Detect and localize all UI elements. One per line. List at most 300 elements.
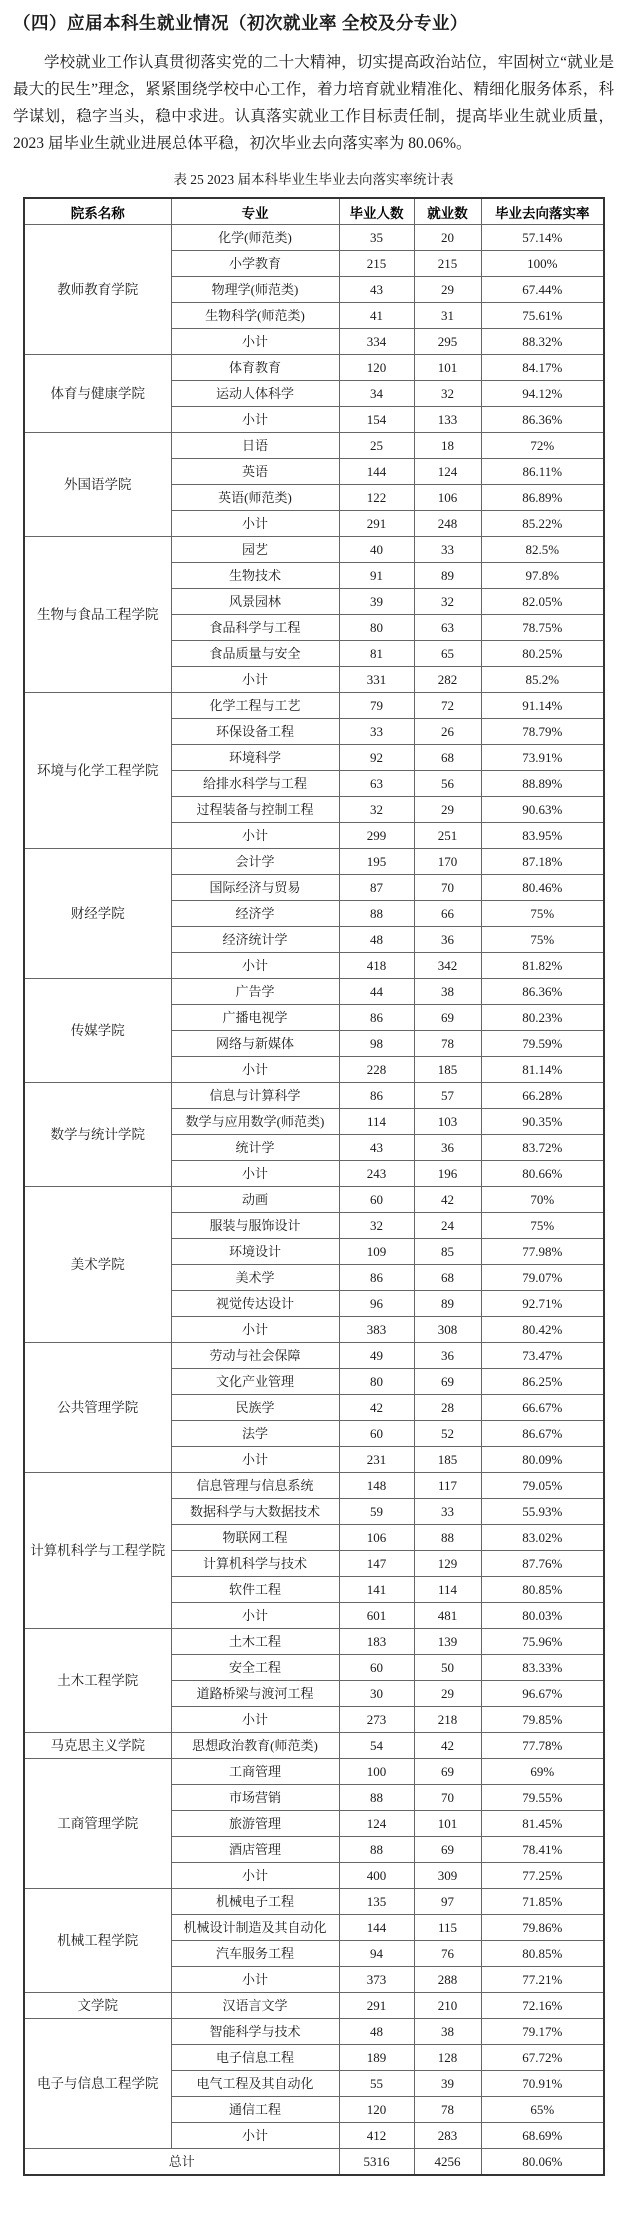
- major-cell: 生物技术: [171, 563, 339, 589]
- section-title: （四）应届本科生就业情况（初次就业率 全校及分专业）: [13, 13, 468, 33]
- major-cell: 计算机科学与技术: [171, 1551, 339, 1577]
- major-cell: 经济统计学: [171, 927, 339, 953]
- rate-cell: 80.85%: [481, 1941, 604, 1967]
- employed-cell: 481: [414, 1603, 481, 1629]
- college-name-cell: 生物与食品工程学院: [24, 537, 171, 693]
- major-cell: 小计: [171, 1707, 339, 1733]
- employed-cell: 33: [414, 1499, 481, 1525]
- graduates-cell: 383: [339, 1317, 414, 1343]
- graduates-cell: 120: [339, 355, 414, 381]
- employed-cell: 31: [414, 303, 481, 329]
- major-cell: 服装与服饰设计: [171, 1213, 339, 1239]
- employed-cell: 97: [414, 1889, 481, 1915]
- graduates-cell: 88: [339, 901, 414, 927]
- table-row: [24, 225, 604, 251]
- rate-cell: 85.2%: [481, 667, 604, 693]
- major-cell: 软件工程: [171, 1577, 339, 1603]
- major-cell: 信息管理与信息系统: [171, 1473, 339, 1499]
- college-name-cell: 公共管理学院: [24, 1343, 171, 1473]
- table-row: [24, 433, 604, 459]
- graduates-cell: 373: [339, 1967, 414, 1993]
- major-cell: 物理学(师范类): [171, 277, 339, 303]
- graduates-cell: 60: [339, 1421, 414, 1447]
- major-cell: 数学与应用数学(师范类): [171, 1109, 339, 1135]
- rate-cell: 79.59%: [481, 1031, 604, 1057]
- total-employed-cell: 4256: [414, 2149, 481, 2176]
- rate-cell: 83.33%: [481, 1655, 604, 1681]
- major-cell: 汽车服务工程: [171, 1941, 339, 1967]
- employed-cell: 101: [414, 1811, 481, 1837]
- graduates-cell: 80: [339, 1369, 414, 1395]
- graduates-cell: 291: [339, 1993, 414, 2019]
- employed-cell: 20: [414, 225, 481, 251]
- major-cell: 食品科学与工程: [171, 615, 339, 641]
- employed-cell: 29: [414, 277, 481, 303]
- major-cell: 统计学: [171, 1135, 339, 1161]
- employed-cell: 88: [414, 1525, 481, 1551]
- major-cell: 小学教育: [171, 251, 339, 277]
- graduates-cell: 54: [339, 1733, 414, 1759]
- college-name-cell: 数学与统计学院: [24, 1083, 171, 1187]
- graduates-cell: 228: [339, 1057, 414, 1083]
- employed-cell: 36: [414, 927, 481, 953]
- graduates-cell: 48: [339, 927, 414, 953]
- employed-cell: 69: [414, 1369, 481, 1395]
- graduates-cell: 79: [339, 693, 414, 719]
- employed-cell: 38: [414, 2019, 481, 2045]
- rate-cell: 94.12%: [481, 381, 604, 407]
- major-cell: 园艺: [171, 537, 339, 563]
- graduates-cell: 33: [339, 719, 414, 745]
- graduates-cell: 120: [339, 2097, 414, 2123]
- major-cell: 小计: [171, 953, 339, 979]
- graduates-cell: 55: [339, 2071, 414, 2097]
- major-cell: 国际经济与贸易: [171, 875, 339, 901]
- graduates-cell: 43: [339, 277, 414, 303]
- major-cell: 环境科学: [171, 745, 339, 771]
- graduates-cell: 94: [339, 1941, 414, 1967]
- major-cell: 小计: [171, 2123, 339, 2149]
- employed-cell: 124: [414, 459, 481, 485]
- graduates-cell: 331: [339, 667, 414, 693]
- rate-cell: 67.44%: [481, 277, 604, 303]
- college-name-cell: 体育与健康学院: [24, 355, 171, 433]
- table-row: [24, 537, 604, 563]
- major-cell: 市场营销: [171, 1785, 339, 1811]
- rate-cell: 77.98%: [481, 1239, 604, 1265]
- graduates-cell: 30: [339, 1681, 414, 1707]
- graduates-cell: 80: [339, 615, 414, 641]
- graduates-cell: 63: [339, 771, 414, 797]
- graduates-cell: 32: [339, 1213, 414, 1239]
- rate-cell: 90.35%: [481, 1109, 604, 1135]
- graduates-cell: 154: [339, 407, 414, 433]
- employed-cell: 89: [414, 1291, 481, 1317]
- graduates-cell: 601: [339, 1603, 414, 1629]
- graduates-cell: 42: [339, 1395, 414, 1421]
- graduates-cell: 43: [339, 1135, 414, 1161]
- employed-cell: 70: [414, 1785, 481, 1811]
- major-cell: 劳动与社会保障: [171, 1343, 339, 1369]
- employed-cell: 128: [414, 2045, 481, 2071]
- employed-cell: 185: [414, 1057, 481, 1083]
- employed-cell: 85: [414, 1239, 481, 1265]
- rate-cell: 79.86%: [481, 1915, 604, 1941]
- college-name-cell: 财经学院: [24, 849, 171, 979]
- rate-cell: 75%: [481, 927, 604, 953]
- rate-cell: 80.46%: [481, 875, 604, 901]
- table-row: [24, 1993, 604, 2019]
- rate-cell: 79.85%: [481, 1707, 604, 1733]
- table-row: [24, 849, 604, 875]
- major-cell: 广播电视学: [171, 1005, 339, 1031]
- table-row: [24, 2019, 604, 2045]
- col-header-college: 院系名称: [24, 198, 171, 225]
- graduates-cell: 96: [339, 1291, 414, 1317]
- employed-cell: 251: [414, 823, 481, 849]
- graduates-cell: 98: [339, 1031, 414, 1057]
- major-cell: 小计: [171, 1603, 339, 1629]
- major-cell: 过程装备与控制工程: [171, 797, 339, 823]
- major-cell: 日语: [171, 433, 339, 459]
- employed-cell: 283: [414, 2123, 481, 2149]
- rate-cell: 80.09%: [481, 1447, 604, 1473]
- employed-cell: 215: [414, 251, 481, 277]
- employed-cell: 26: [414, 719, 481, 745]
- col-header-employed: 就业数: [414, 198, 481, 225]
- college-name-cell: 机械工程学院: [24, 1889, 171, 1993]
- table-row: [24, 979, 604, 1005]
- graduates-cell: 412: [339, 2123, 414, 2149]
- employed-cell: 129: [414, 1551, 481, 1577]
- employed-cell: 72: [414, 693, 481, 719]
- college-name-cell: 计算机科学与工程学院: [24, 1473, 171, 1629]
- rate-cell: 65%: [481, 2097, 604, 2123]
- graduates-cell: 91: [339, 563, 414, 589]
- rate-cell: 79.07%: [481, 1265, 604, 1291]
- employed-cell: 32: [414, 381, 481, 407]
- college-name-cell: 教师教育学院: [24, 225, 171, 355]
- rate-cell: 73.47%: [481, 1343, 604, 1369]
- major-cell: 环保设备工程: [171, 719, 339, 745]
- major-cell: 体育教育: [171, 355, 339, 381]
- major-cell: 美术学: [171, 1265, 339, 1291]
- graduates-cell: 34: [339, 381, 414, 407]
- employed-cell: 210: [414, 1993, 481, 2019]
- rate-cell: 57.14%: [481, 225, 604, 251]
- rate-cell: 88.32%: [481, 329, 604, 355]
- employed-cell: 52: [414, 1421, 481, 1447]
- major-cell: 视觉传达设计: [171, 1291, 339, 1317]
- employed-cell: 106: [414, 485, 481, 511]
- employed-cell: 28: [414, 1395, 481, 1421]
- employed-cell: 42: [414, 1187, 481, 1213]
- graduates-cell: 273: [339, 1707, 414, 1733]
- employed-cell: 69: [414, 1759, 481, 1785]
- graduates-cell: 48: [339, 2019, 414, 2045]
- graduates-cell: 59: [339, 1499, 414, 1525]
- employed-cell: 29: [414, 797, 481, 823]
- rate-cell: 86.89%: [481, 485, 604, 511]
- employed-cell: 103: [414, 1109, 481, 1135]
- college-name-cell: 土木工程学院: [24, 1629, 171, 1733]
- graduates-cell: 231: [339, 1447, 414, 1473]
- table-total-row: [24, 2149, 604, 2176]
- major-cell: 会计学: [171, 849, 339, 875]
- major-cell: 机械设计制造及其自动化: [171, 1915, 339, 1941]
- table-row: [24, 1759, 604, 1785]
- rate-cell: 82.5%: [481, 537, 604, 563]
- major-cell: 小计: [171, 1057, 339, 1083]
- graduates-cell: 148: [339, 1473, 414, 1499]
- employed-cell: 33: [414, 537, 481, 563]
- graduates-cell: 418: [339, 953, 414, 979]
- rate-cell: 68.69%: [481, 2123, 604, 2149]
- major-cell: 物联网工程: [171, 1525, 339, 1551]
- rate-cell: 80.25%: [481, 641, 604, 667]
- rate-cell: 83.02%: [481, 1525, 604, 1551]
- intro-paragraph: 学校就业工作认真贯彻落实党的二十大精神，切实提高政治站位，牢固树立“就业是最大的民生”理念，紧紧围绕学校中心工作，着力培育就业精准化、精细化服务体系，科学谋划，稳字当头，稳中求进。认真落实就业工作目标责任制，提高毕业生就业质量，2023 届毕业生就业进展总体平稳，初次毕业去向落实率为 80.06%。: [13, 54, 614, 152]
- employment-stats-table: [23, 197, 605, 2176]
- col-header-graduates: 毕业人数: [339, 198, 414, 225]
- rate-cell: 77.78%: [481, 1733, 604, 1759]
- employed-cell: 185: [414, 1447, 481, 1473]
- employed-cell: 18: [414, 433, 481, 459]
- graduates-cell: 114: [339, 1109, 414, 1135]
- total-graduates-cell: 5316: [339, 2149, 414, 2176]
- rate-cell: 81.14%: [481, 1057, 604, 1083]
- rate-cell: 79.05%: [481, 1473, 604, 1499]
- major-cell: 英语(师范类): [171, 485, 339, 511]
- rate-cell: 78.79%: [481, 719, 604, 745]
- major-cell: 小计: [171, 823, 339, 849]
- employed-cell: 69: [414, 1005, 481, 1031]
- major-cell: 电气工程及其自动化: [171, 2071, 339, 2097]
- rate-cell: 80.66%: [481, 1161, 604, 1187]
- major-cell: 小计: [171, 1317, 339, 1343]
- graduates-cell: 135: [339, 1889, 414, 1915]
- rate-cell: 71.85%: [481, 1889, 604, 1915]
- college-name-cell: 美术学院: [24, 1187, 171, 1343]
- graduates-cell: 88: [339, 1785, 414, 1811]
- employed-cell: 24: [414, 1213, 481, 1239]
- rate-cell: 97.8%: [481, 563, 604, 589]
- employed-cell: 101: [414, 355, 481, 381]
- rate-cell: 80.85%: [481, 1577, 604, 1603]
- employed-cell: 133: [414, 407, 481, 433]
- rate-cell: 86.67%: [481, 1421, 604, 1447]
- rate-cell: 78.75%: [481, 615, 604, 641]
- graduates-cell: 334: [339, 329, 414, 355]
- college-name-cell: 电子与信息工程学院: [24, 2019, 171, 2149]
- graduates-cell: 92: [339, 745, 414, 771]
- employed-cell: 63: [414, 615, 481, 641]
- major-cell: 环境设计: [171, 1239, 339, 1265]
- graduates-cell: 44: [339, 979, 414, 1005]
- major-cell: 小计: [171, 407, 339, 433]
- graduates-cell: 299: [339, 823, 414, 849]
- rate-cell: 70%: [481, 1187, 604, 1213]
- college-name-cell: 环境与化学工程学院: [24, 693, 171, 849]
- table-row: [24, 1889, 604, 1915]
- graduates-cell: 215: [339, 251, 414, 277]
- employed-cell: 308: [414, 1317, 481, 1343]
- rate-cell: 91.14%: [481, 693, 604, 719]
- employed-cell: 309: [414, 1863, 481, 1889]
- rate-cell: 83.95%: [481, 823, 604, 849]
- major-cell: 旅游管理: [171, 1811, 339, 1837]
- college-name-cell: 工商管理学院: [24, 1759, 171, 1889]
- employed-cell: 68: [414, 745, 481, 771]
- rate-cell: 82.05%: [481, 589, 604, 615]
- employed-cell: 36: [414, 1135, 481, 1161]
- graduates-cell: 25: [339, 433, 414, 459]
- employed-cell: 38: [414, 979, 481, 1005]
- rate-cell: 70.91%: [481, 2071, 604, 2097]
- major-cell: 土木工程: [171, 1629, 339, 1655]
- employed-cell: 70: [414, 875, 481, 901]
- rate-cell: 87.76%: [481, 1551, 604, 1577]
- graduates-cell: 124: [339, 1811, 414, 1837]
- rate-cell: 79.55%: [481, 1785, 604, 1811]
- graduates-cell: 60: [339, 1655, 414, 1681]
- major-cell: 文化产业管理: [171, 1369, 339, 1395]
- rate-cell: 86.11%: [481, 459, 604, 485]
- major-cell: 小计: [171, 329, 339, 355]
- graduates-cell: 86: [339, 1265, 414, 1291]
- rate-cell: 67.72%: [481, 2045, 604, 2071]
- graduates-cell: 109: [339, 1239, 414, 1265]
- employed-cell: 32: [414, 589, 481, 615]
- rate-cell: 72.16%: [481, 1993, 604, 2019]
- rate-cell: 80.03%: [481, 1603, 604, 1629]
- major-cell: 机械电子工程: [171, 1889, 339, 1915]
- graduates-cell: 39: [339, 589, 414, 615]
- graduates-cell: 100: [339, 1759, 414, 1785]
- employed-cell: 248: [414, 511, 481, 537]
- rate-cell: 81.45%: [481, 1811, 604, 1837]
- table-body: [24, 225, 604, 2176]
- college-name-cell: 传媒学院: [24, 979, 171, 1083]
- major-cell: 小计: [171, 511, 339, 537]
- employed-cell: 78: [414, 1031, 481, 1057]
- major-cell: 法学: [171, 1421, 339, 1447]
- employed-cell: 218: [414, 1707, 481, 1733]
- graduates-cell: 35: [339, 225, 414, 251]
- col-header-rate: 毕业去向落实率: [481, 198, 604, 225]
- rate-cell: 84.17%: [481, 355, 604, 381]
- major-cell: 小计: [171, 1161, 339, 1187]
- graduates-cell: 40: [339, 537, 414, 563]
- graduates-cell: 86: [339, 1005, 414, 1031]
- major-cell: 经济学: [171, 901, 339, 927]
- employed-cell: 114: [414, 1577, 481, 1603]
- major-cell: 道路桥梁与渡河工程: [171, 1681, 339, 1707]
- graduates-cell: 144: [339, 1915, 414, 1941]
- table-row: [24, 1083, 604, 1109]
- employed-cell: 78: [414, 2097, 481, 2123]
- graduates-cell: 144: [339, 459, 414, 485]
- major-cell: 小计: [171, 667, 339, 693]
- rate-cell: 72%: [481, 433, 604, 459]
- major-cell: 风景园林: [171, 589, 339, 615]
- rate-cell: 80.23%: [481, 1005, 604, 1031]
- rate-cell: 55.93%: [481, 1499, 604, 1525]
- rate-cell: 100%: [481, 251, 604, 277]
- table-row: [24, 355, 604, 381]
- employed-cell: 295: [414, 329, 481, 355]
- employed-cell: 196: [414, 1161, 481, 1187]
- employed-cell: 115: [414, 1915, 481, 1941]
- college-name-cell: 外国语学院: [24, 433, 171, 537]
- graduates-cell: 147: [339, 1551, 414, 1577]
- employed-cell: 170: [414, 849, 481, 875]
- rate-cell: 86.36%: [481, 407, 604, 433]
- major-cell: 食品质量与安全: [171, 641, 339, 667]
- rate-cell: 88.89%: [481, 771, 604, 797]
- table-row: [24, 1733, 604, 1759]
- employed-cell: 57: [414, 1083, 481, 1109]
- graduates-cell: 106: [339, 1525, 414, 1551]
- rate-cell: 86.25%: [481, 1369, 604, 1395]
- major-cell: 给排水科学与工程: [171, 771, 339, 797]
- rate-cell: 80.42%: [481, 1317, 604, 1343]
- table-row: [24, 1343, 604, 1369]
- rate-cell: 79.17%: [481, 2019, 604, 2045]
- table-header-row: [24, 198, 604, 225]
- graduates-cell: 400: [339, 1863, 414, 1889]
- employed-cell: 65: [414, 641, 481, 667]
- major-cell: 信息与计算科学: [171, 1083, 339, 1109]
- table-row: [24, 1473, 604, 1499]
- employed-cell: 117: [414, 1473, 481, 1499]
- major-cell: 电子信息工程: [171, 2045, 339, 2071]
- employed-cell: 342: [414, 953, 481, 979]
- graduates-cell: 87: [339, 875, 414, 901]
- major-cell: 网络与新媒体: [171, 1031, 339, 1057]
- rate-cell: 87.18%: [481, 849, 604, 875]
- rate-cell: 77.25%: [481, 1863, 604, 1889]
- employed-cell: 69: [414, 1837, 481, 1863]
- rate-cell: 75%: [481, 901, 604, 927]
- major-cell: 英语: [171, 459, 339, 485]
- rate-cell: 66.67%: [481, 1395, 604, 1421]
- table-row: [24, 1629, 604, 1655]
- employed-cell: 282: [414, 667, 481, 693]
- employed-cell: 39: [414, 2071, 481, 2097]
- graduates-cell: 141: [339, 1577, 414, 1603]
- major-cell: 动画: [171, 1187, 339, 1213]
- major-cell: 智能科学与技术: [171, 2019, 339, 2045]
- table-row: [24, 693, 604, 719]
- major-cell: 酒店管理: [171, 1837, 339, 1863]
- table-caption: 表 25 2023 届本科毕业生毕业去向落实率统计表: [173, 172, 454, 187]
- rate-cell: 73.91%: [481, 745, 604, 771]
- major-cell: 通信工程: [171, 2097, 339, 2123]
- major-cell: 小计: [171, 1863, 339, 1889]
- employed-cell: 56: [414, 771, 481, 797]
- major-cell: 数据科学与大数据技术: [171, 1499, 339, 1525]
- table-row: [24, 1187, 604, 1213]
- major-cell: 运动人体科学: [171, 381, 339, 407]
- graduates-cell: 243: [339, 1161, 414, 1187]
- graduates-cell: 32: [339, 797, 414, 823]
- graduates-cell: 49: [339, 1343, 414, 1369]
- employed-cell: 139: [414, 1629, 481, 1655]
- major-cell: 安全工程: [171, 1655, 339, 1681]
- employed-cell: 288: [414, 1967, 481, 1993]
- graduates-cell: 60: [339, 1187, 414, 1213]
